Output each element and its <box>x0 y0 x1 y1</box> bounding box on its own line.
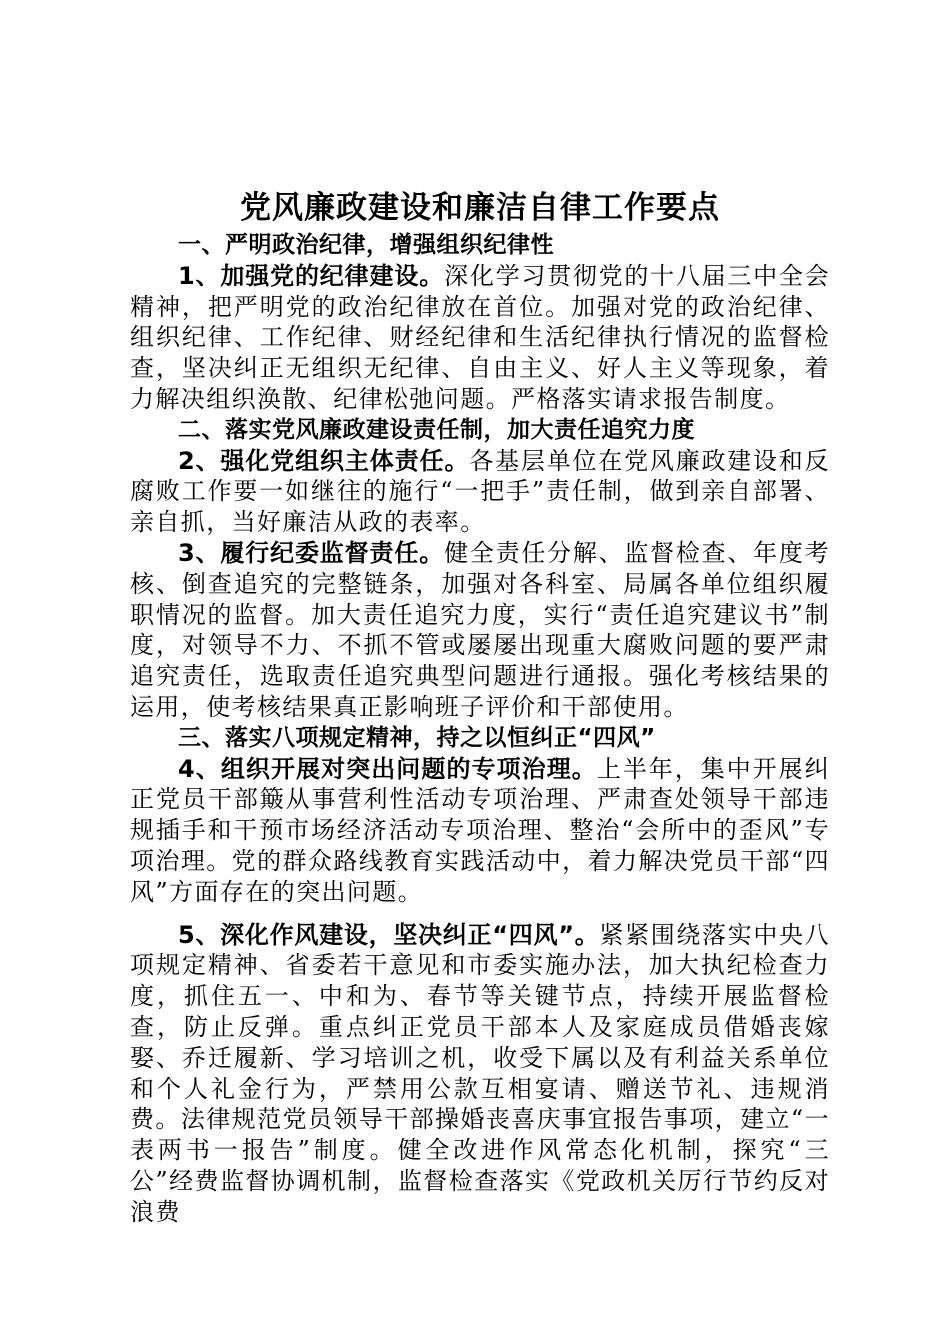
paragraph-body: 各基层单位在党风廉政建设和反腐败工作要一如继往的施行“一把手”责任制，做到亲自部署、亲自抓，当好廉洁从政的表率。 <box>130 446 830 537</box>
paragraph-lead: 2、强化党组织主体责任。 <box>178 446 470 475</box>
paragraph-3 <box>130 538 830 723</box>
section-heading-2: 二、落实党风廉政建设责任制，加大责任追究力度 <box>178 416 695 443</box>
paragraph-5 <box>130 920 830 1228</box>
section-heading-1: 一、严明政治纪律，增强组织纪律性 <box>178 232 554 258</box>
paragraph-body: 深化学习贯彻党的十八届三中全会精神，把严明党的政治纪律放在首位。加强对党的政治纪律、组织纪律、工作纪律、财经纪律和生活纪律执行情况的监督检查，坚决纠正无组织无纪律、自由主义、好人主义等现象，着力解决组织涣散、纪律松弛问题。严格落实请求报告制度。 <box>130 261 831 413</box>
paragraph-lead: 3、履行纪委监督责任。 <box>178 538 445 567</box>
document-title: 党风廉政建设和廉洁自律工作要点 <box>240 190 720 226</box>
paragraph-gap <box>130 908 830 920</box>
paragraph-4 <box>130 754 830 908</box>
document-page <box>130 186 830 1228</box>
paragraph-body: 上半年，集中开展纠正党员干部簸从事营利性活动专项治理、严肃查处领导干部违规插手和干预市场经济活动专项治理、整治“会所中的歪风”专项治理。党的群众路线教育实践活动中，着力解决党员干部“四风”方面存在的突出问题。 <box>130 754 830 906</box>
paragraph-lead: 5、深化作风建设，坚决纠正“四风”。 <box>178 920 600 949</box>
paragraph-body: 健全责任分解、监督检查、年度考核、倒查追究的完整链条，加强对各科室、局属各单位组织履职情况的监督。加大责任追究力度，实行“责任追究建议书”制度，对领导不力、不抓不管或屡屡出现重大腐败问题的要严肃追究责任，选取责任追究典型问题进行通报。强化考核结果的运用，使考核结果真正影响班子评价和干部使用。 <box>130 538 831 721</box>
section-heading-3: 三、落实八项规定精神，持之以恒纠正“四风” <box>178 724 656 751</box>
paragraph-lead: 4、组织开展对突出问题的专项治理。 <box>178 754 597 783</box>
paragraph-1 <box>130 261 830 415</box>
paragraph-body: 紧紧围绕落实中央八项规定精神、省委若干意见和市委实施办法，加大执纪检查力度，抓住五一、中和为、春节等关键节点，持续开展监督检查，防止反弹。重点纠正党员干部本人及家庭成员借婚丧嫁娶、乔迁履新、学习培训之机，收受下属以及有利益关系单位和个人礼金行为，严禁用公款互相宴请、赠送节礼、违规消费。法律规范党员领导干部操婚丧喜庆事宜报告事项，建立“一表两书一报告”制度。健全改进作风常态化机制，探究“三公”经费监督协调机制，监督检查落实《党政机关厉行节约反对浪费 <box>130 920 830 1226</box>
paragraph-2 <box>130 446 830 538</box>
paragraph-lead: 1、加强党的纪律建设。 <box>178 261 445 290</box>
